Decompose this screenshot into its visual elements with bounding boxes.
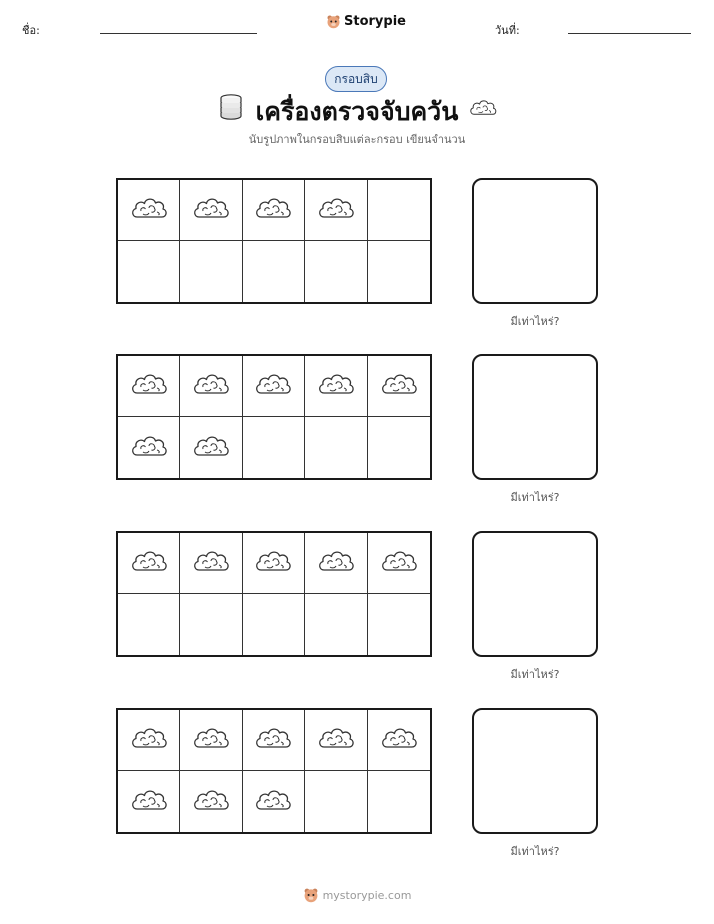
ten-frame-cell	[243, 417, 305, 478]
smoke-cloud-icon	[191, 723, 231, 757]
ten-frame	[116, 708, 432, 834]
smoke-cloud-icon	[191, 546, 231, 580]
smoke-cloud-icon	[129, 546, 169, 580]
footer-url: mystorypie.com	[322, 888, 412, 902]
ten-frame-cell	[118, 533, 180, 594]
ten-frame-cell	[368, 533, 430, 594]
answer-box[interactable]	[472, 354, 598, 480]
how-many-label: มีเท่าไหร่?	[510, 315, 560, 328]
smoke-cloud-icon	[191, 431, 231, 465]
ten-frame-cell	[305, 241, 367, 302]
date-label: วันที่:	[495, 24, 520, 37]
smoke-cloud-icon	[129, 193, 169, 227]
ten-frame-cell	[368, 710, 430, 771]
worksheet-instructions: นับรูปภาพในกรอบสิบแต่ละกรอบ เขียนจำนวน	[248, 133, 466, 146]
ten-frame	[116, 354, 432, 480]
ten-frame-cell	[243, 594, 305, 655]
smoke-cloud-icon	[253, 193, 293, 227]
ten-frame-cell	[118, 356, 180, 417]
smoke-cloud-icon	[191, 369, 231, 403]
how-many-label: มีเท่าไหร่?	[510, 845, 560, 858]
ten-frame-cell	[118, 180, 180, 241]
ten-frame-cell	[118, 771, 180, 832]
smoke-cloud-icon	[468, 96, 498, 123]
topic-chip: กรอบสิบ	[325, 66, 387, 92]
ten-frame	[116, 531, 432, 657]
ten-frame-cell	[118, 710, 180, 771]
ten-frame-cell	[118, 594, 180, 655]
smoke-cloud-icon	[316, 546, 356, 580]
answer-box[interactable]	[472, 178, 598, 304]
smoke-cloud-icon	[316, 723, 356, 757]
ten-frame-cell	[305, 417, 367, 478]
ten-frame-cell	[305, 594, 367, 655]
how-many-label: มีเท่าไหร่?	[510, 668, 560, 681]
brand-name: Storypie	[344, 14, 406, 29]
answer-box[interactable]	[472, 708, 598, 834]
smoke-cloud-icon	[379, 723, 419, 757]
storypie-mascot-icon	[303, 887, 319, 903]
storypie-mascot-icon	[326, 14, 341, 29]
ten-frame-cell	[368, 594, 430, 655]
answer-box[interactable]	[472, 531, 598, 657]
ten-frame-cell	[118, 417, 180, 478]
ten-frame-cell	[368, 180, 430, 241]
ten-frame-cell	[118, 241, 180, 302]
ten-frame-cell	[180, 356, 242, 417]
ten-frame-cell	[243, 771, 305, 832]
ten-frame-cell	[180, 241, 242, 302]
smoke-cloud-icon	[316, 193, 356, 227]
ten-frame-cell	[180, 710, 242, 771]
brand-logo	[326, 14, 406, 29]
ten-frame-cell	[243, 356, 305, 417]
ten-frame-cell	[243, 180, 305, 241]
ten-frame-cell	[180, 533, 242, 594]
smoke-cloud-icon	[253, 369, 293, 403]
smoke-cloud-icon	[129, 431, 169, 465]
ten-frame-cell	[180, 180, 242, 241]
how-many-label: มีเท่าไหร่?	[510, 491, 560, 504]
smoke-cloud-icon	[316, 369, 356, 403]
ten-frame-cell	[368, 241, 430, 302]
ten-frame-cell	[368, 417, 430, 478]
smoke-cloud-icon	[191, 785, 231, 819]
ten-frame-cell	[305, 533, 367, 594]
smoke-cloud-icon	[253, 785, 293, 819]
ten-frame-cell	[305, 180, 367, 241]
ten-frame-cell	[180, 771, 242, 832]
ten-frame-cell	[305, 710, 367, 771]
ten-frame-cell	[305, 771, 367, 832]
smoke-cloud-icon	[379, 546, 419, 580]
ten-frame-cell	[368, 356, 430, 417]
ten-frame	[116, 178, 432, 304]
smoke-cloud-icon	[379, 369, 419, 403]
name-line	[100, 33, 257, 34]
smoke-cloud-icon	[129, 369, 169, 403]
ten-frame-cell	[180, 594, 242, 655]
ten-frame-cell	[243, 533, 305, 594]
ten-frame-cell	[243, 710, 305, 771]
worksheet-title: เครื่องตรวจจับควัน	[255, 97, 459, 126]
footer	[0, 887, 714, 903]
name-label: ชื่อ:	[22, 24, 40, 37]
ten-frame-cell	[243, 241, 305, 302]
ten-frame-cell	[368, 771, 430, 832]
smoke-cloud-icon	[191, 193, 231, 227]
smoke-cloud-icon	[129, 723, 169, 757]
smoke-cloud-icon	[253, 723, 293, 757]
ten-frame-cell	[305, 356, 367, 417]
ten-frame-cell	[180, 417, 242, 478]
date-line	[568, 33, 691, 34]
smoke-cloud-icon	[129, 785, 169, 819]
smoke-cloud-icon	[253, 546, 293, 580]
